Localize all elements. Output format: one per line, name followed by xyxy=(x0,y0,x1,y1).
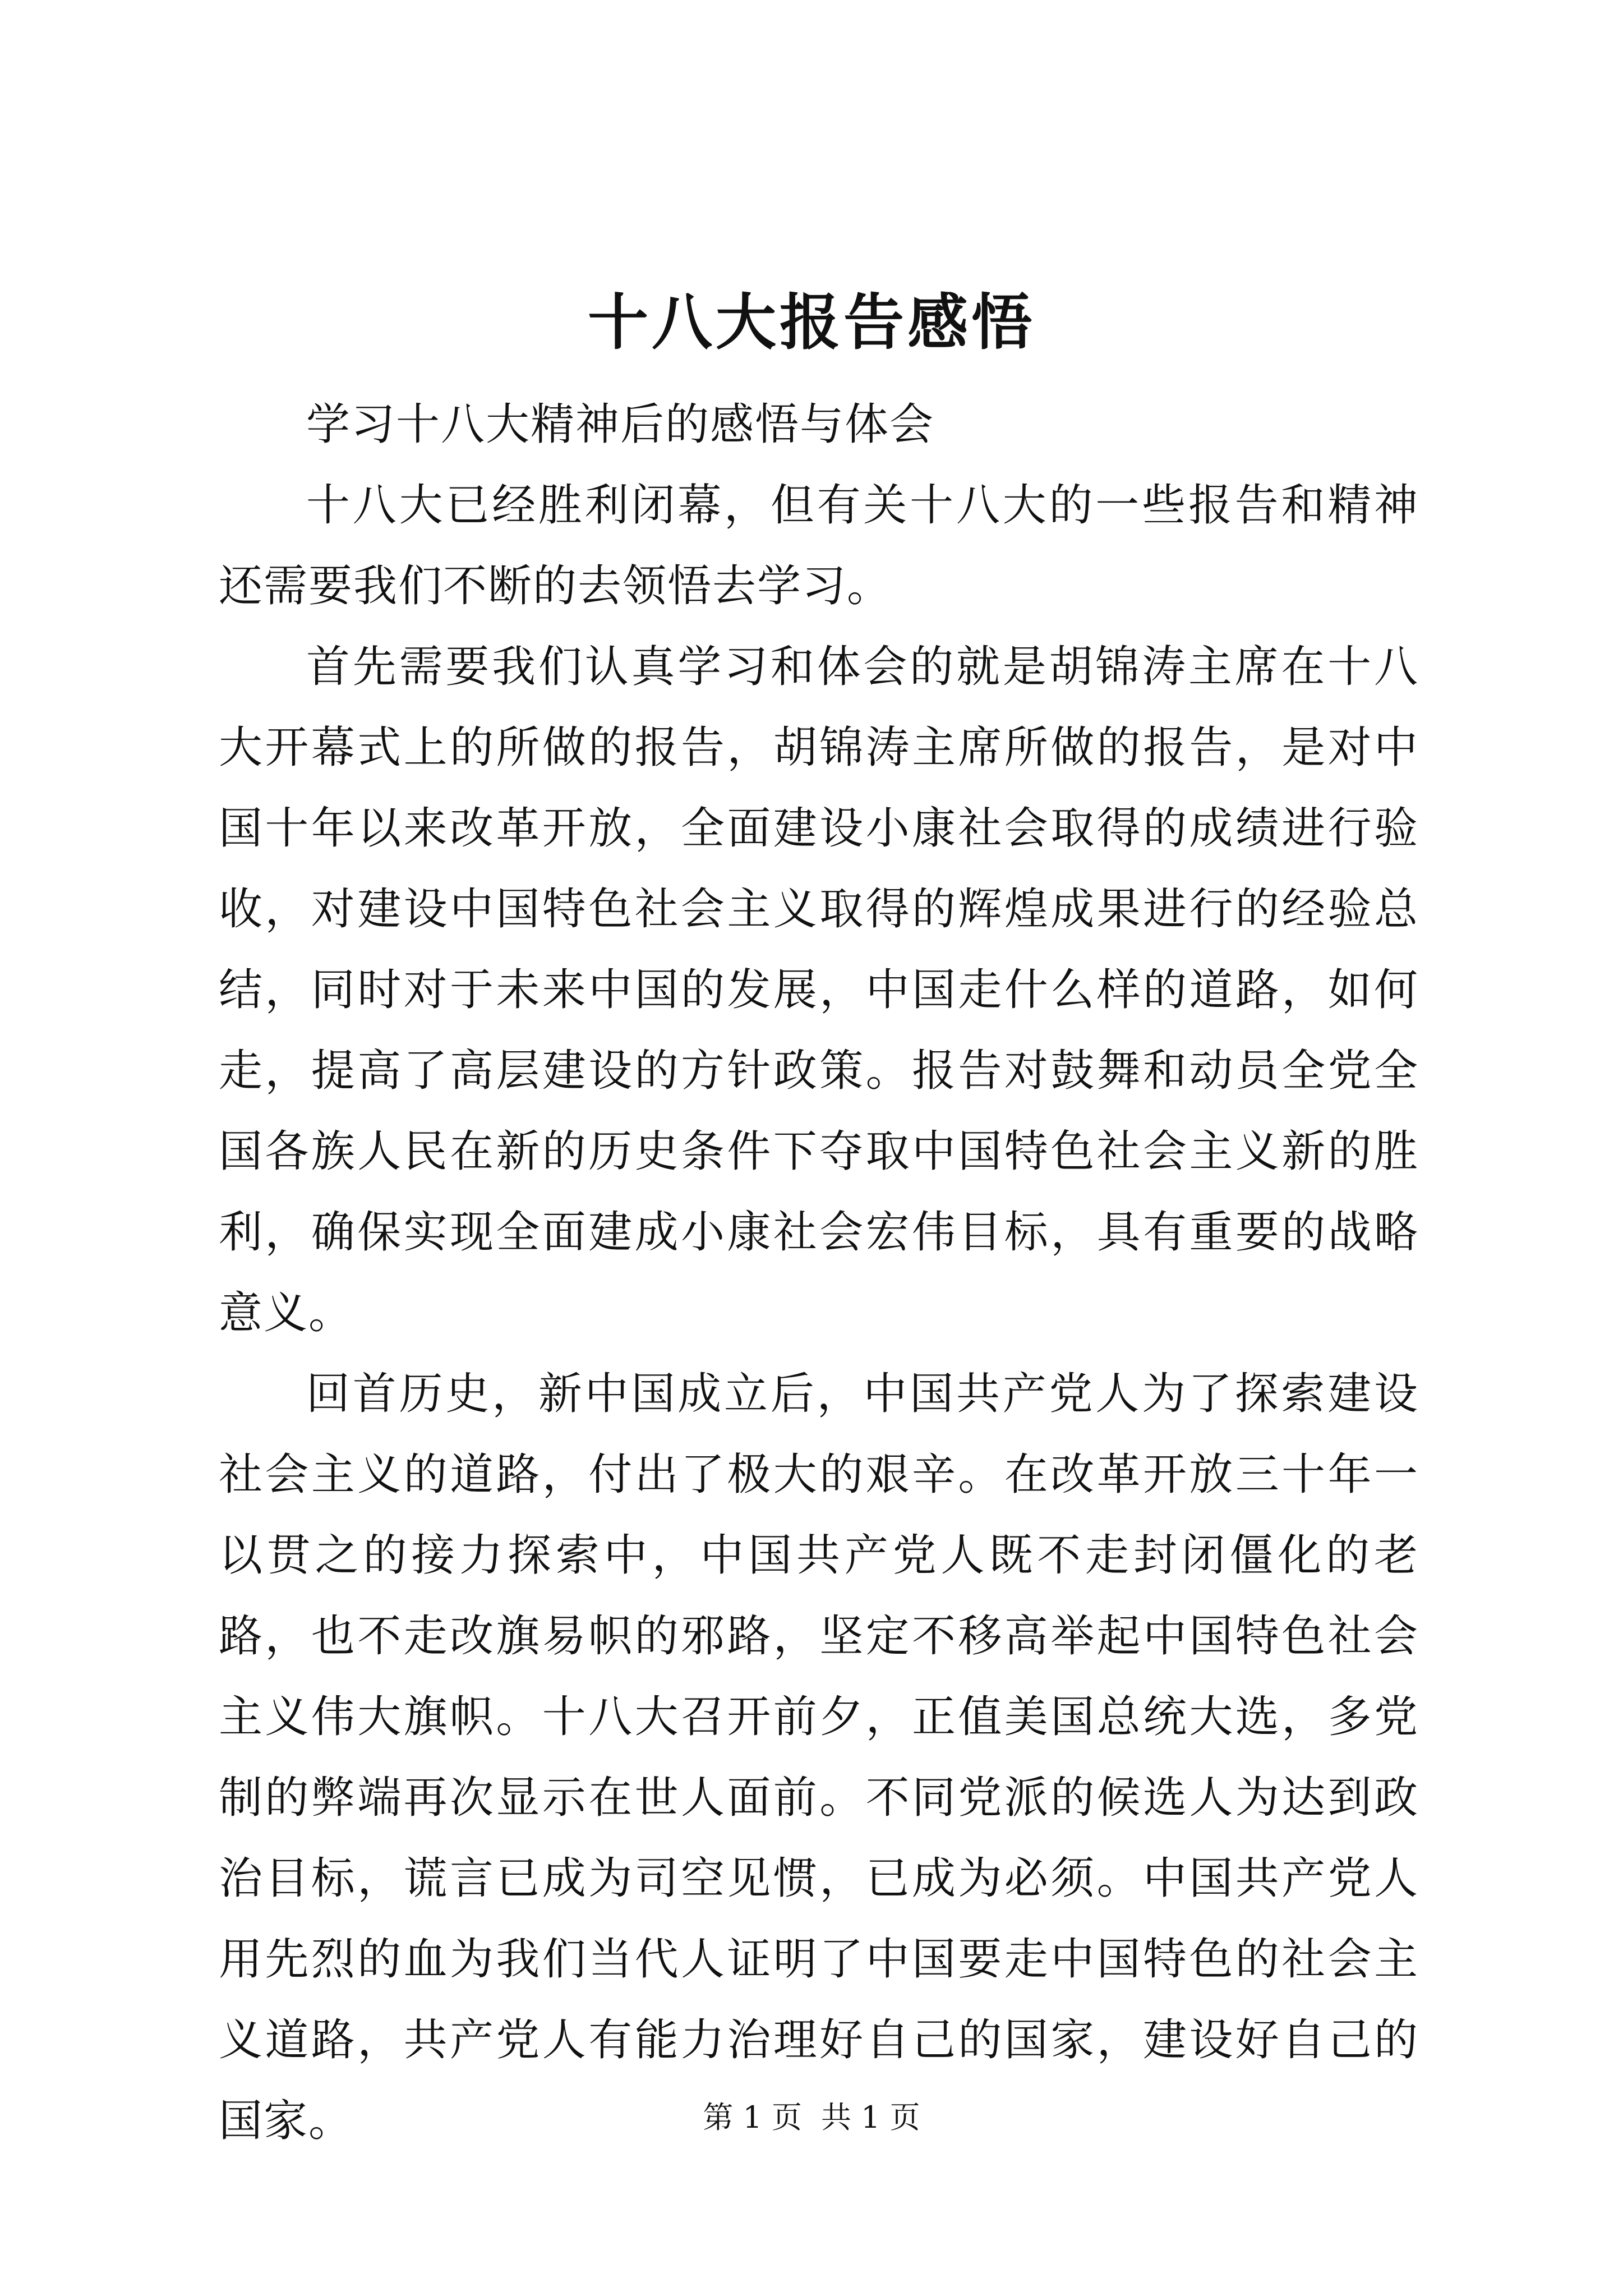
paragraph-subtitle: 学习十八大精神后的感悟与体会 xyxy=(306,399,935,450)
document-body xyxy=(219,384,1419,2161)
paragraph-history: 回首历史，新中国成立后，中国共产党人为了探索建设社会主义的道路，付出了极大的艰辛。在改革开放三十年一以贯之的接力探索中，中国共产党人既不走封闭僵化的老路，也不走改旗易帜的邪路，坚定不移高举起中国特色社会主义伟大旗帜。十八大召开前夕，正值美国总统大选，多党制的弊端再次显示在世人面前。不同党派的候选人为达到政治目标，谎言已成为司空见惯，已成为必须。中国共产党人用先烈的血为我们当代人证明了中国要走中国特色的社会主义道路，共产党人有能力治理好自己的国家，建设好自己的国家。 xyxy=(219,1369,1419,2146)
page-number-total: 共 1 页 xyxy=(821,2100,920,2135)
paragraph-report: 首先需要我们认真学习和体会的就是胡锦涛主席在十八大开幕式上的所做的报告，胡锦涛主席所做的报告，是对中国十年以来改革开放，全面建设小康社会取得的成绩进行验收，对建设中国特色社会主义取得的辉煌成果进行的经验总结，同时对于未来中国的发展，中国走什么样的道路，如何走，提高了高层建设的方针政策。报告对鼓舞和动员全党全国各族人民在新的历史条件下夺取中国特色社会主义新的胜利，确保实现全面建成小康社会宏伟目标，具有重要的战略意义。 xyxy=(219,642,1419,1338)
paragraph-intro: 十八大已经胜利闭幕，但有关十八大的一些报告和精神还需要我们不断的去领悟去学习。 xyxy=(219,480,1419,611)
document-title: 十八大报告感悟 xyxy=(587,287,1035,358)
page-footer xyxy=(0,2095,1623,2140)
page-number-current: 第 1 页 xyxy=(703,2100,802,2135)
